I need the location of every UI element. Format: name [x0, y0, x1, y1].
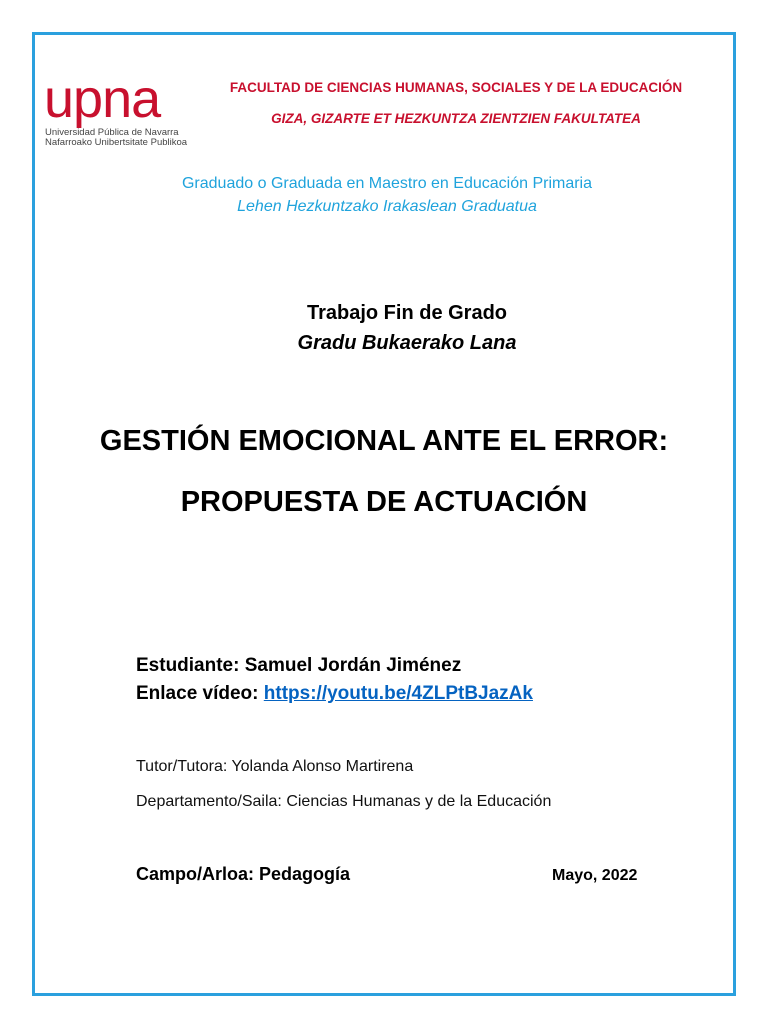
video-line: [136, 683, 533, 705]
date: Mayo, 2022: [552, 867, 638, 884]
student-label: Estudiante:: [136, 655, 240, 676]
student-line: [136, 655, 461, 677]
degree-name-es: Graduado o Graduada en Maestro en Educación Primaria: [181, 175, 592, 192]
tutor-name: Yolanda Alonso Martirena: [231, 758, 414, 775]
logo-wordmark: upna: [44, 69, 161, 129]
work-type-eu: Gradu Bukaerako Lana: [297, 332, 517, 354]
tutor-label: Tutor/Tutora:: [136, 758, 228, 775]
student-name: Samuel Jordán Jiménez: [244, 655, 462, 676]
field-value: Pedagogía: [259, 864, 351, 884]
document-title-line2: PROPUESTA DE ACTUACIÓN: [180, 486, 588, 518]
faculty-name-es: FACULTAD DE CIENCIAS HUMANAS, SOCIALES Y DE LA EDUCACIÓN: [229, 80, 683, 95]
department-name: Ciencias Humanas y de la Educación: [286, 793, 552, 810]
video-label: Enlace vídeo:: [136, 683, 259, 704]
degree-name-eu: Lehen Hezkuntzako Irakaslean Graduatua: [237, 198, 537, 215]
faculty-name-eu: GIZA, GIZARTE ET HEZKUNTZA ZIENTZIEN FAKULTATEA: [271, 111, 641, 126]
logo-subtitle-eu: Nafarroako Unibertsitate Publikoa: [45, 137, 188, 148]
video-link[interactable]: https://youtu.be/4ZLPtBJazAk: [263, 683, 533, 704]
tutor-line: [136, 758, 413, 776]
upna-logo: [44, 69, 194, 152]
logo-subtitle-es: Universidad Pública de Navarra: [45, 127, 179, 138]
department-label: Departamento/Saila:: [136, 793, 282, 810]
department-line: [136, 793, 551, 811]
document-title-line1: GESTIÓN EMOCIONAL ANTE EL ERROR:: [99, 425, 669, 457]
field-line: [136, 864, 350, 885]
field-label: Campo/Arloa:: [136, 864, 255, 884]
work-type-es: Trabajo Fin de Grado: [306, 302, 508, 324]
